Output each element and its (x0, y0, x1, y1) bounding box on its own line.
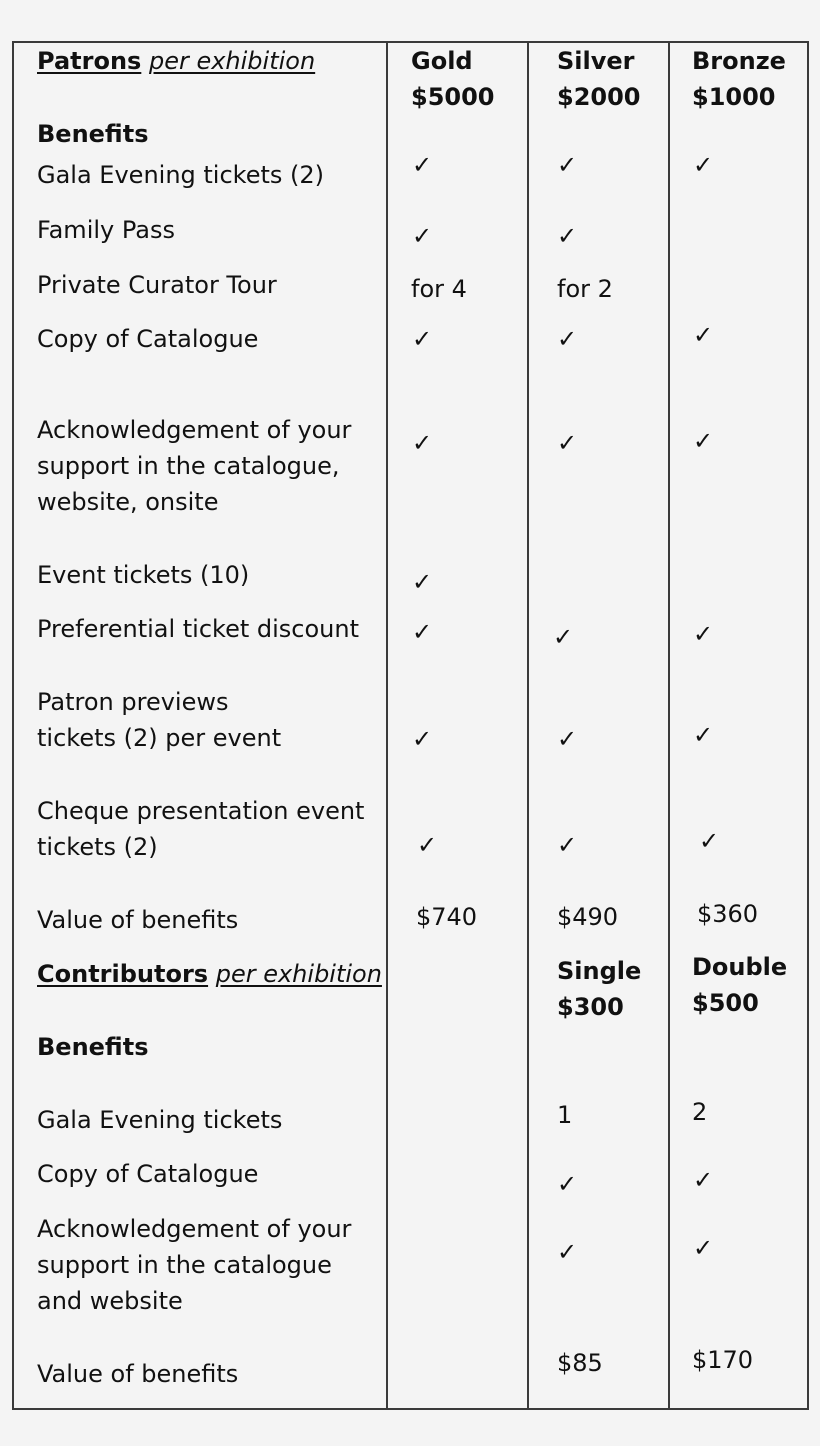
column-divider (527, 41, 529, 1410)
gold-value: ✓ (412, 222, 433, 250)
benefit-label: Preferential ticket discount (37, 615, 360, 643)
column-divider (386, 41, 388, 1410)
gold-value-total: $740 (416, 903, 478, 931)
bronze-value: ✓ (693, 151, 714, 179)
single-value: ✓ (557, 1170, 578, 1198)
benefit-label-line: and website (37, 1287, 183, 1315)
benefit-label: Event tickets (10) (37, 561, 250, 589)
contributors-heading (37, 956, 382, 992)
single-value: ✓ (557, 1238, 578, 1266)
gold-value: for 4 (411, 275, 467, 303)
silver-value: ✓ (557, 325, 578, 353)
benefit-label: Private Curator Tour (37, 271, 277, 299)
patrons-title-suffix: per exhibition (148, 47, 316, 75)
double-value: 2 (692, 1098, 708, 1126)
gold-value: ✓ (412, 725, 433, 753)
gold-value: ✓ (412, 151, 433, 179)
tier-gold-price: $5000 (411, 83, 495, 111)
benefit-label: Copy of Catalogue (37, 1160, 259, 1188)
tier-double-name: Double (692, 953, 788, 981)
benefit-label: Gala Evening tickets (2) (37, 161, 325, 189)
double-value: ✓ (693, 1166, 714, 1194)
silver-value: ✓ (557, 725, 578, 753)
patrons-benefits-label: Benefits (37, 120, 149, 148)
bronze-value: ✓ (699, 827, 720, 855)
benefit-label-line: support in the catalogue (37, 1251, 332, 1279)
benefit-label-line: website, onsite (37, 488, 219, 516)
silver-value: ✓ (557, 831, 578, 859)
tier-silver-price: $2000 (557, 83, 641, 111)
bronze-value-total: $360 (697, 900, 759, 928)
contributors-benefits-label: Benefits (37, 1033, 149, 1061)
gold-value: ✓ (412, 429, 433, 457)
gold-value: ✓ (412, 325, 433, 353)
tier-single-price: $300 (557, 993, 624, 1021)
tier-double-price: $500 (692, 989, 759, 1017)
bronze-value: ✓ (693, 721, 714, 749)
silver-value: ✓ (557, 429, 578, 457)
benefit-label-line: Cheque presentation event (37, 797, 365, 825)
contributors-title-suffix: per exhibition (215, 960, 382, 988)
benefit-label: Gala Evening tickets (37, 1106, 283, 1134)
benefit-label-line: support in the catalogue, (37, 452, 340, 480)
column-divider (668, 41, 670, 1410)
contributors-title: Contributors (37, 960, 209, 988)
gold-value: ✓ (417, 831, 438, 859)
tier-bronze-name: Bronze (692, 47, 786, 75)
gold-value: ✓ (412, 568, 433, 596)
tier-silver-name: Silver (557, 47, 635, 75)
benefit-label: Family Pass (37, 216, 175, 244)
silver-value: ✓ (557, 151, 578, 179)
tier-single-name: Single (557, 957, 642, 985)
patrons-value-label: Value of benefits (37, 906, 239, 934)
silver-value: for 2 (557, 275, 613, 303)
benefit-label-line: tickets (2) (37, 833, 158, 861)
bronze-value: ✓ (693, 321, 714, 349)
patrons-title: Patrons (37, 47, 142, 75)
benefit-label-line: Acknowledgement of your (37, 416, 352, 444)
double-value-total: $170 (692, 1346, 754, 1374)
single-value: 1 (557, 1101, 573, 1129)
bronze-value: ✓ (693, 427, 714, 455)
tier-bronze-price: $1000 (692, 83, 776, 111)
bronze-value: ✓ (693, 620, 714, 648)
benefit-label-line: tickets (2) per event (37, 724, 282, 752)
silver-value-total: $490 (557, 903, 619, 931)
tier-gold-name: Gold (411, 47, 473, 75)
contributors-value-label: Value of benefits (37, 1360, 239, 1388)
benefit-label-line: Acknowledgement of your (37, 1215, 352, 1243)
patrons-heading (37, 43, 315, 79)
double-value: ✓ (693, 1234, 714, 1262)
silver-value: ✓ (557, 222, 578, 250)
benefit-label-line: Patron previews (37, 688, 229, 716)
silver-value: ✓ (553, 623, 574, 651)
benefit-label: Copy of Catalogue (37, 325, 259, 353)
gold-value: ✓ (412, 618, 433, 646)
single-value-total: $85 (557, 1349, 603, 1377)
